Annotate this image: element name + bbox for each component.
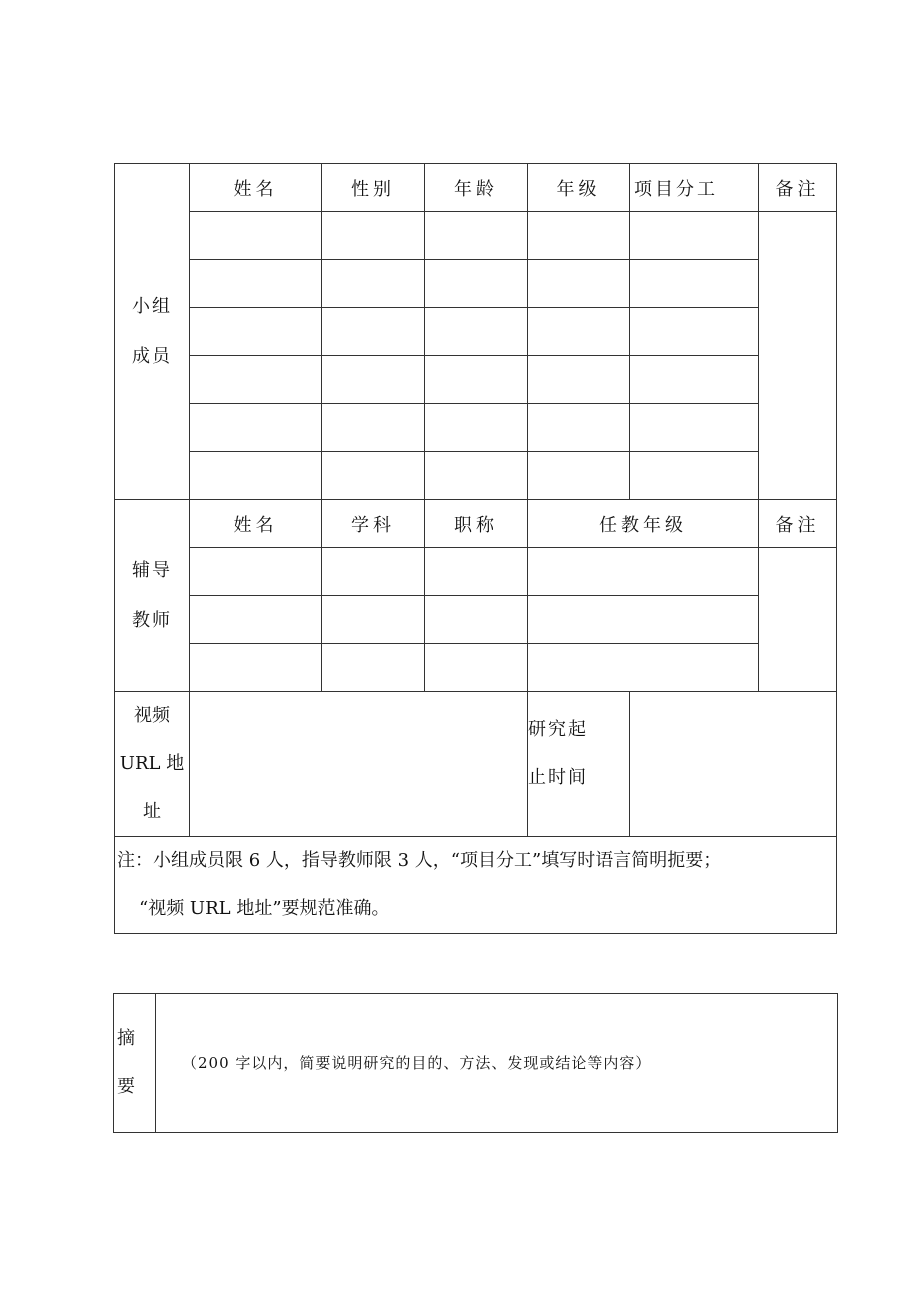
member-task-cell[interactable] <box>630 452 759 500</box>
video-url-label: 视频 URL 地 址 <box>115 692 190 837</box>
member-task-cell[interactable] <box>630 260 759 308</box>
members-header-grade: 年级 <box>528 164 630 212</box>
advisor-teaching-grade-cell[interactable] <box>528 596 759 644</box>
member-age-cell[interactable] <box>425 260 528 308</box>
member-gender-cell[interactable] <box>322 212 425 260</box>
table-row <box>115 548 837 596</box>
member-age-cell[interactable] <box>425 356 528 404</box>
members-header-gender: 性别 <box>322 164 425 212</box>
member-gender-cell[interactable] <box>322 260 425 308</box>
advisor-title-cell[interactable] <box>425 548 528 596</box>
member-name-cell[interactable] <box>190 260 322 308</box>
member-grade-cell[interactable] <box>528 308 630 356</box>
members-header-age: 年龄 <box>425 164 528 212</box>
advisors-header-subject: 学科 <box>322 500 425 548</box>
advisors-header-name: 姓名 <box>190 500 322 548</box>
member-age-cell[interactable] <box>425 212 528 260</box>
member-name-cell[interactable] <box>190 356 322 404</box>
member-grade-cell[interactable] <box>528 212 630 260</box>
members-remarks-cell[interactable] <box>759 212 837 500</box>
abstract-hint: （200 字以内，简要说明研究的目的、方法、发现或结论等内容） <box>182 1054 652 1072</box>
member-gender-cell[interactable] <box>322 308 425 356</box>
advisors-remarks-cell[interactable] <box>759 548 837 692</box>
advisors-header-title: 职称 <box>425 500 528 548</box>
advisor-subject-cell[interactable] <box>322 548 425 596</box>
member-gender-cell[interactable] <box>322 452 425 500</box>
member-task-cell[interactable] <box>630 404 759 452</box>
abstract-table <box>113 993 838 1133</box>
advisors-header-remarks: 备注 <box>759 500 837 548</box>
member-task-cell[interactable] <box>630 308 759 356</box>
table-row <box>115 596 837 644</box>
members-section-label: 小组 成员 <box>115 164 190 500</box>
advisor-teaching-grade-cell[interactable] <box>528 644 759 692</box>
member-age-cell[interactable] <box>425 452 528 500</box>
advisor-teaching-grade-cell[interactable] <box>528 548 759 596</box>
video-url-field[interactable] <box>190 692 528 837</box>
research-period-field[interactable] <box>630 692 837 837</box>
abstract-label: 摘 要 <box>114 994 156 1133</box>
advisor-name-cell[interactable] <box>190 644 322 692</box>
table-row <box>115 212 837 260</box>
member-name-cell[interactable] <box>190 212 322 260</box>
advisor-name-cell[interactable] <box>190 548 322 596</box>
table-row <box>115 260 837 308</box>
advisor-subject-cell[interactable] <box>322 644 425 692</box>
member-name-cell[interactable] <box>190 404 322 452</box>
table-row <box>115 308 837 356</box>
advisors-header-teaching-grade: 任教年级 <box>528 500 759 548</box>
members-header-remarks: 备注 <box>759 164 837 212</box>
table-row <box>115 644 837 692</box>
member-name-cell[interactable] <box>190 452 322 500</box>
member-gender-cell[interactable] <box>322 404 425 452</box>
members-header-task: 项目分工 <box>630 164 759 212</box>
form-note: 注：小组成员限 6 人，指导教师限 3 人，“项目分工”填写时语言简明扼要； “视频 URL 地址”要规范准确。 <box>115 837 837 934</box>
advisors-section-label: 辅导 教师 <box>115 500 190 692</box>
advisor-name-cell[interactable] <box>190 596 322 644</box>
member-name-cell[interactable] <box>190 308 322 356</box>
member-grade-cell[interactable] <box>528 356 630 404</box>
advisor-title-cell[interactable] <box>425 596 528 644</box>
advisor-title-cell[interactable] <box>425 644 528 692</box>
member-task-cell[interactable] <box>630 356 759 404</box>
member-task-cell[interactable] <box>630 212 759 260</box>
table-row <box>115 404 837 452</box>
table-row <box>115 452 837 500</box>
member-grade-cell[interactable] <box>528 260 630 308</box>
member-age-cell[interactable] <box>425 308 528 356</box>
advisor-subject-cell[interactable] <box>322 596 425 644</box>
member-grade-cell[interactable] <box>528 404 630 452</box>
table-row <box>115 356 837 404</box>
registration-form-table <box>114 163 837 934</box>
member-gender-cell[interactable] <box>322 356 425 404</box>
member-grade-cell[interactable] <box>528 452 630 500</box>
members-header-name: 姓名 <box>190 164 322 212</box>
member-age-cell[interactable] <box>425 404 528 452</box>
abstract-field[interactable] <box>156 994 838 1133</box>
research-period-label: 研究起 止时间 <box>528 692 630 837</box>
